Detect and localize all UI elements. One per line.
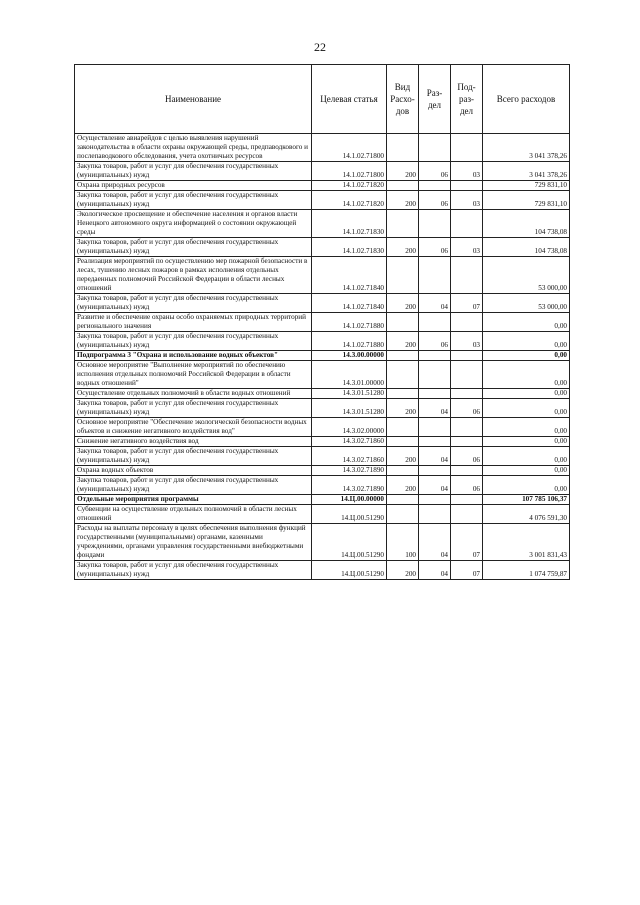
row-subsection — [451, 505, 483, 524]
row-section — [419, 181, 451, 191]
header-row — [75, 65, 570, 134]
row-section — [419, 313, 451, 332]
header-total: Всего расходов — [483, 65, 570, 134]
table-row — [75, 476, 570, 495]
row-subsection — [451, 313, 483, 332]
table-row — [75, 418, 570, 437]
row-total: 1 074 759,87 — [483, 561, 570, 580]
row-name: Закупка товаров, работ и услуг для обеспечения государственных (муниципальных) нужд — [75, 561, 312, 580]
row-name: Подпрограмма 3 "Охрана и использование водных объектов" — [75, 351, 312, 361]
row-section — [419, 389, 451, 399]
row-total: 53 000,00 — [483, 294, 570, 313]
row-name: Осуществление авиарейдов с целью выявления нарушений законодательства в области охраны окружающей среды, предпаводкового и послепаводкового обследования, учета охотничьих ресурсов — [75, 134, 312, 162]
row-total: 0,00 — [483, 361, 570, 389]
row-section: 06 — [419, 332, 451, 351]
budget-table — [74, 64, 570, 580]
row-target-article: 14.3.01.00000 — [312, 361, 387, 389]
row-name: Субвенции на осуществление отдельных полномочий в области лесных отношений — [75, 505, 312, 524]
row-expense-type — [387, 466, 419, 476]
row-section — [419, 495, 451, 505]
table-row — [75, 361, 570, 389]
table-row — [75, 181, 570, 191]
row-target-article: 14.1.02.71820 — [312, 191, 387, 210]
row-expense-type: 200 — [387, 447, 419, 466]
row-expense-type: 200 — [387, 191, 419, 210]
row-expense-type: 100 — [387, 524, 419, 561]
row-expense-type: 200 — [387, 294, 419, 313]
table-row — [75, 162, 570, 181]
row-total: 729 831,10 — [483, 191, 570, 210]
row-subsection: 06 — [451, 476, 483, 495]
row-expense-type — [387, 210, 419, 238]
row-target-article: 14.3.02.71890 — [312, 466, 387, 476]
header-section: Раз-дел — [419, 65, 451, 134]
row-section — [419, 134, 451, 162]
row-subsection — [451, 466, 483, 476]
row-target-article: 14.3.01.51280 — [312, 399, 387, 418]
row-section: 04 — [419, 294, 451, 313]
row-target-article: 14.Ц.00.51290 — [312, 524, 387, 561]
row-name: Реализация мероприятий по осуществлению мер пожарной безопасности в лесах, тушению лесных пожаров в рамках исполнения отдельных передаенных полномочий Российской Федерации в области лесных отношений — [75, 257, 312, 294]
row-section — [419, 361, 451, 389]
row-section: 04 — [419, 399, 451, 418]
row-subsection — [451, 210, 483, 238]
row-subsection — [451, 134, 483, 162]
row-total: 104 738,08 — [483, 238, 570, 257]
row-name: Закупка товаров, работ и услуг для обеспечения государственных (муниципальных) нужд — [75, 191, 312, 210]
row-target-article: 14.3.02.71860 — [312, 447, 387, 466]
row-total: 0,00 — [483, 447, 570, 466]
row-section: 06 — [419, 162, 451, 181]
row-target-article: 14.1.02.71800 — [312, 162, 387, 181]
table-row — [75, 332, 570, 351]
row-total: 0,00 — [483, 437, 570, 447]
row-total: 3 041 378,26 — [483, 162, 570, 181]
row-target-article: 14.1.02.71830 — [312, 238, 387, 257]
row-subsection: 03 — [451, 191, 483, 210]
row-total: 0,00 — [483, 466, 570, 476]
table-row — [75, 134, 570, 162]
row-name: Экологическое просвещение и обеспечение населения и органов власти Ненецкого автономного округа информацией о состоянии окружающей среды — [75, 210, 312, 238]
row-expense-type: 200 — [387, 332, 419, 351]
row-total: 0,00 — [483, 389, 570, 399]
row-target-article: 14.1.02.71880 — [312, 332, 387, 351]
table-row — [75, 524, 570, 561]
row-name: Закупка товаров, работ и услуг для обеспечения государственных (муниципальных) нужд — [75, 332, 312, 351]
row-expense-type — [387, 351, 419, 361]
row-section — [419, 466, 451, 476]
row-section — [419, 505, 451, 524]
row-target-article: 14.Ц.00.00000 — [312, 495, 387, 505]
row-subsection — [451, 361, 483, 389]
row-name: Основное мероприятие "Выполнение мероприятий по обеспечению исполнения отдельных полномочий Российской Федерации в области водных отношений" — [75, 361, 312, 389]
table-row — [75, 191, 570, 210]
row-target-article: 14.1.02.71840 — [312, 257, 387, 294]
row-target-article: 14.3.00.00000 — [312, 351, 387, 361]
row-total: 729 831,10 — [483, 181, 570, 191]
row-expense-type — [387, 418, 419, 437]
row-subsection — [451, 181, 483, 191]
row-expense-type — [387, 437, 419, 447]
row-name: Охрана природных ресурсов — [75, 181, 312, 191]
row-section — [419, 351, 451, 361]
row-total: 53 000,00 — [483, 257, 570, 294]
row-target-article: 14.3.02.00000 — [312, 418, 387, 437]
row-target-article: 14.1.02.71880 — [312, 313, 387, 332]
row-target-article: 14.1.02.71840 — [312, 294, 387, 313]
row-name: Закупка товаров, работ и услуг для обеспечения государственных (муниципальных) нужд — [75, 476, 312, 495]
table-row — [75, 561, 570, 580]
row-subsection — [451, 389, 483, 399]
row-section: 04 — [419, 447, 451, 466]
row-target-article: 14.1.02.71830 — [312, 210, 387, 238]
table-row — [75, 437, 570, 447]
row-total: 0,00 — [483, 476, 570, 495]
row-total: 3 001 831,43 — [483, 524, 570, 561]
row-total: 4 076 591,30 — [483, 505, 570, 524]
row-section: 04 — [419, 476, 451, 495]
table-row — [75, 466, 570, 476]
header-name: Наименование — [75, 65, 312, 134]
row-expense-type — [387, 505, 419, 524]
row-expense-type — [387, 257, 419, 294]
row-target-article: 14.3.02.71860 — [312, 437, 387, 447]
row-subsection: 07 — [451, 561, 483, 580]
row-name: Отдельные мероприятия программы — [75, 495, 312, 505]
row-expense-type — [387, 313, 419, 332]
row-expense-type — [387, 181, 419, 191]
header-target-article: Целевая статья — [312, 65, 387, 134]
row-section: 04 — [419, 561, 451, 580]
row-expense-type — [387, 389, 419, 399]
row-total: 0,00 — [483, 351, 570, 361]
table-row — [75, 389, 570, 399]
row-section — [419, 257, 451, 294]
row-section — [419, 210, 451, 238]
row-total: 107 785 106,37 — [483, 495, 570, 505]
row-name: Закупка товаров, работ и услуг для обеспечения государственных (муниципальных) нужд — [75, 162, 312, 181]
row-total: 3 041 378,26 — [483, 134, 570, 162]
row-expense-type — [387, 361, 419, 389]
row-name: Закупка товаров, работ и услуг для обеспечения государственных (муниципальных) нужд — [75, 447, 312, 466]
row-expense-type — [387, 134, 419, 162]
row-name: Снижение негативного воздействия вод — [75, 437, 312, 447]
row-subsection — [451, 351, 483, 361]
header-subsection: Под-раз-дел — [451, 65, 483, 134]
row-target-article: 14.1.02.71820 — [312, 181, 387, 191]
row-expense-type: 200 — [387, 561, 419, 580]
row-expense-type: 200 — [387, 162, 419, 181]
row-name: Развитие и обеспечение охраны особо охраняемых природных территорий регионального значения — [75, 313, 312, 332]
row-total: 0,00 — [483, 418, 570, 437]
table-row — [75, 294, 570, 313]
row-subsection — [451, 257, 483, 294]
row-expense-type: 200 — [387, 476, 419, 495]
table-row — [75, 505, 570, 524]
table-row — [75, 210, 570, 238]
row-target-article: 14.Ц.00.51290 — [312, 561, 387, 580]
row-subsection: 07 — [451, 294, 483, 313]
table-row — [75, 399, 570, 418]
row-expense-type: 200 — [387, 399, 419, 418]
row-name: Осуществление отдельных полномочий в области водных отношений — [75, 389, 312, 399]
row-section — [419, 418, 451, 437]
row-subsection: 03 — [451, 238, 483, 257]
row-name: Основное мероприятие "Обеспечение экологической безопасности водных объектов и снижение негативного воздействия вод" — [75, 418, 312, 437]
row-target-article: 14.3.01.51280 — [312, 389, 387, 399]
row-subsection: 03 — [451, 162, 483, 181]
row-name: Закупка товаров, работ и услуг для обеспечения государственных (муниципальных) нужд — [75, 294, 312, 313]
row-section — [419, 437, 451, 447]
row-target-article: 14.3.02.71890 — [312, 476, 387, 495]
row-name: Закупка товаров, работ и услуг для обеспечения государственных (муниципальных) нужд — [75, 238, 312, 257]
table-row — [75, 447, 570, 466]
row-total: 0,00 — [483, 332, 570, 351]
page-number: 22 — [314, 40, 326, 54]
row-name: Охрана водных объектов — [75, 466, 312, 476]
row-subsection — [451, 495, 483, 505]
table-row — [75, 238, 570, 257]
row-expense-type — [387, 495, 419, 505]
row-target-article: 14.1.02.71800 — [312, 134, 387, 162]
row-target-article: 14.Ц.00.51290 — [312, 505, 387, 524]
row-section: 06 — [419, 238, 451, 257]
row-expense-type: 200 — [387, 238, 419, 257]
row-subsection: 06 — [451, 447, 483, 466]
table-row — [75, 351, 570, 361]
row-subsection: 06 — [451, 399, 483, 418]
row-total: 0,00 — [483, 313, 570, 332]
row-subsection — [451, 437, 483, 447]
row-section: 06 — [419, 191, 451, 210]
row-total: 104 738,08 — [483, 210, 570, 238]
row-name: Закупка товаров, работ и услуг для обеспечения государственных (муниципальных) нужд — [75, 399, 312, 418]
row-subsection — [451, 418, 483, 437]
row-subsection: 07 — [451, 524, 483, 561]
row-section: 04 — [419, 524, 451, 561]
table-row — [75, 313, 570, 332]
table-row — [75, 495, 570, 505]
row-total: 0,00 — [483, 399, 570, 418]
header-expense-type: Вид Расхо-дов — [387, 65, 419, 134]
table-row — [75, 257, 570, 294]
row-name: Расходы на выплаты персоналу в целях обеспечения выполнения функций государственными (муниципальными) органами, казенными учреждениями, органами управления государственными внебюджетными фондами — [75, 524, 312, 561]
row-subsection: 03 — [451, 332, 483, 351]
